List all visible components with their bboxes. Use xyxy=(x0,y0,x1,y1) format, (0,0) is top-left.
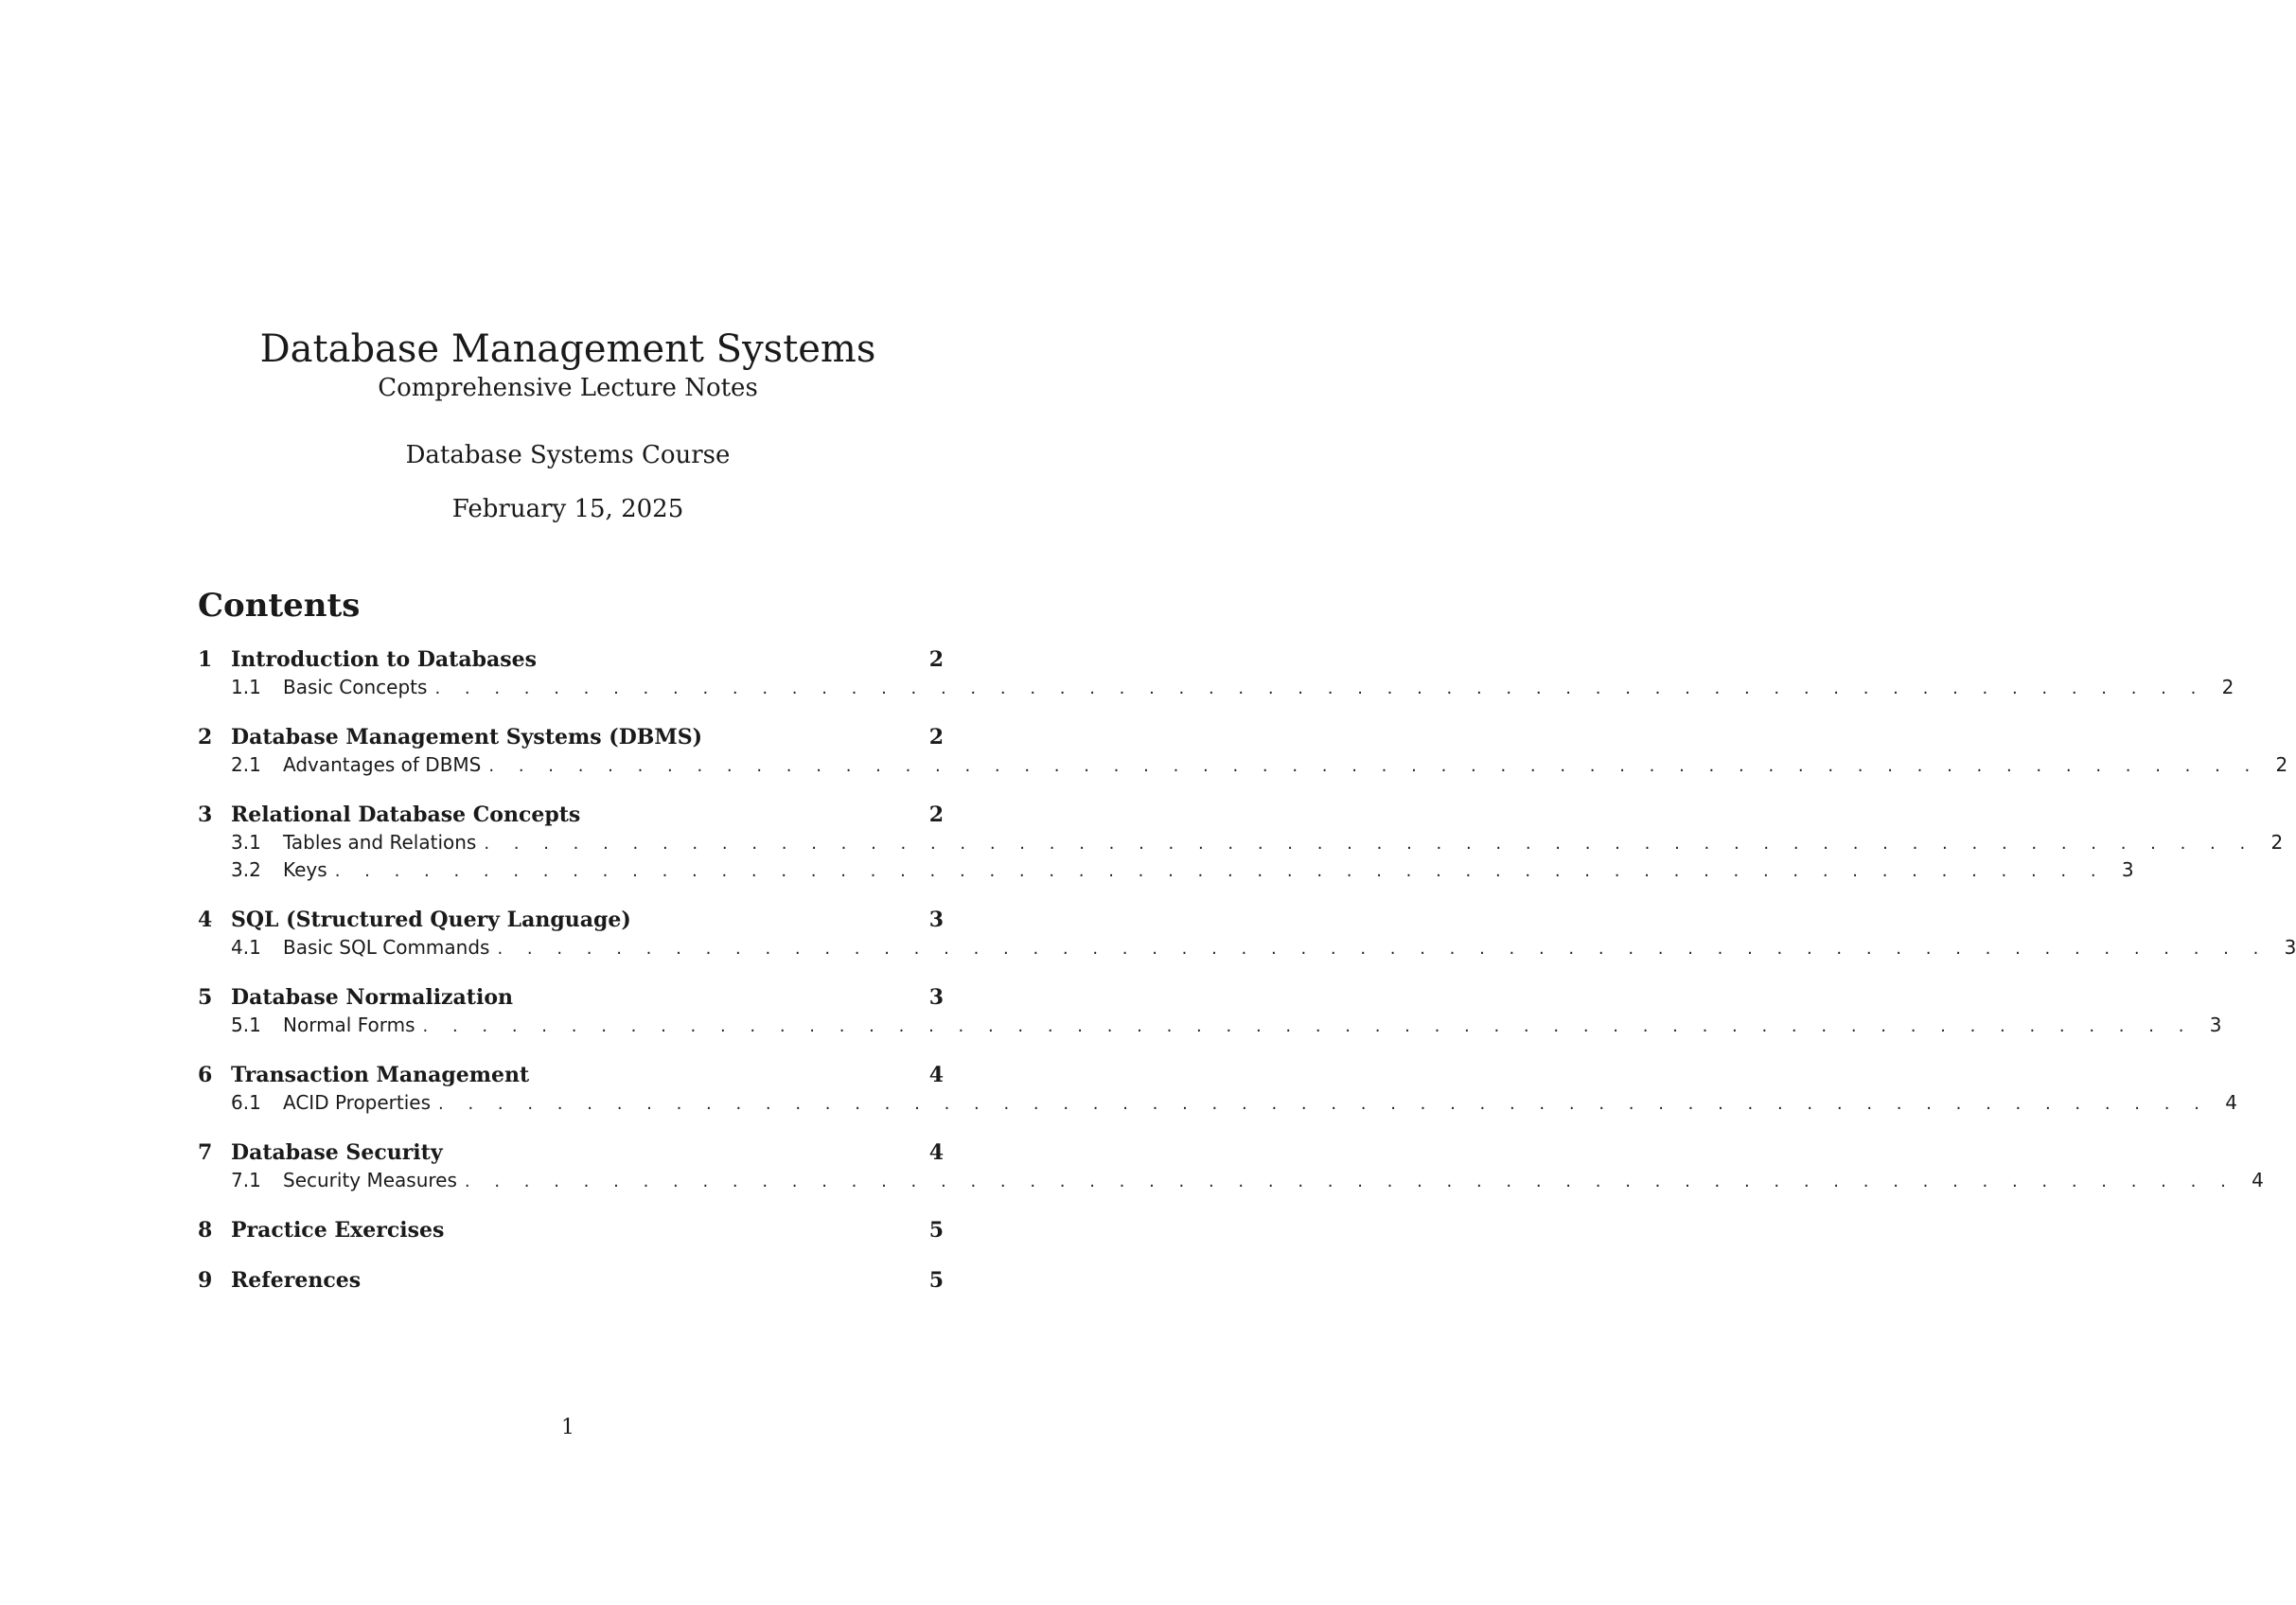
subsection-title: ACID Properties xyxy=(283,1091,432,1114)
section-title: Introduction to Databases xyxy=(231,647,537,672)
toc-subsection-entry[interactable] xyxy=(198,858,2134,886)
subsection-number: 6.1 xyxy=(231,1091,261,1114)
section-page-number: 3 xyxy=(928,985,944,1010)
subsection-title: Keys xyxy=(283,858,327,881)
section-page-number: 4 xyxy=(928,1140,944,1165)
subsection-number: 5.1 xyxy=(231,1014,261,1036)
toc-section xyxy=(198,908,2296,963)
toc-subsection-entry[interactable] xyxy=(198,936,2296,963)
page-number: 1 xyxy=(561,1416,574,1439)
section-page-number: 5 xyxy=(928,1268,944,1293)
section-page-number: 2 xyxy=(928,725,944,750)
subsection-page-number: 2 xyxy=(2275,753,2288,776)
section-number: 5 xyxy=(198,985,213,1010)
subsection-page-number: 3 xyxy=(2121,858,2134,881)
subsection-title: Advantages of DBMS xyxy=(283,753,482,776)
subsection-title: Normal Forms xyxy=(283,1014,415,1036)
toc-section xyxy=(198,802,2284,886)
dot-leader: . . . . . . . . . . . . . . . . . . . . . . . . . . . . . . . . . . . . . . . . . . . . . . . . . . . . . . . . . . . . xyxy=(422,1016,2194,1036)
subsection-title: Basic Concepts xyxy=(283,676,428,698)
dot-leader: . . . . . . . . . . . . . . . . . . . . . . . . . . . . . . . . . . . . . . . . . . . . . . . . . . . . . . . . . . . . xyxy=(488,756,2260,776)
toc-entries xyxy=(198,647,2296,1296)
section-page-number: 2 xyxy=(928,647,944,672)
section-page-number: 5 xyxy=(928,1218,944,1243)
section-title: Transaction Management xyxy=(231,1063,530,1087)
section-number: 8 xyxy=(198,1218,213,1243)
dot-leader: . . . . . . . . . . . . . . . . . . . . . . . . . . . . . . . . . . . . . . . . . . . . . . . . . . . . . . . . . . . . xyxy=(434,679,2206,698)
table-of-contents xyxy=(198,585,2296,1318)
dot-leader: . . . . . . . . . . . . . . . . . . . . . . . . . . . . . . . . . . . . . . . . . . . . . . . . . . . . . . . . . . . . xyxy=(464,1172,2235,1191)
toc-section xyxy=(198,1218,944,1246)
toc-section xyxy=(198,985,2222,1041)
toc-section-entry[interactable] xyxy=(198,985,944,1014)
toc-subsection-entry[interactable] xyxy=(198,831,2284,858)
toc-section-entry[interactable] xyxy=(198,725,944,753)
document-title: Database Management Systems xyxy=(259,327,876,371)
subsection-page-number: 3 xyxy=(2209,1014,2222,1036)
section-number: 6 xyxy=(198,1063,213,1087)
subsection-page-number: 2 xyxy=(2270,831,2284,854)
toc-section-entry[interactable] xyxy=(198,802,944,831)
toc-section xyxy=(198,1063,2237,1119)
subsection-number: 7.1 xyxy=(231,1169,261,1191)
subsection-title: Basic SQL Commands xyxy=(283,936,490,959)
document-subtitle: Comprehensive Lecture Notes xyxy=(378,374,758,402)
section-title: Database Normalization xyxy=(231,985,513,1010)
section-number: 4 xyxy=(198,908,213,932)
toc-section-entry[interactable] xyxy=(198,1063,944,1091)
subsection-number: 3.2 xyxy=(231,858,261,881)
dot-leader: . . . . . . . . . . . . . . . . . . . . . . . . . . . . . . . . . . . . . . . . . . . . . . . . . . . . . . . . . . . . xyxy=(484,834,2255,854)
toc-section xyxy=(198,725,2288,781)
subsection-title: Security Measures xyxy=(283,1169,457,1191)
subsection-page-number: 4 xyxy=(2252,1169,2264,1191)
section-title: References xyxy=(231,1268,362,1293)
dot-leader: . . . . . . . . . . . . . . . . . . . . . . . . . . . . . . . . . . . . . . . . . . . . . . . . . . . . . . . . . . . . xyxy=(438,1094,2209,1114)
subsection-number: 4.1 xyxy=(231,936,261,959)
subsection-title: Tables and Relations xyxy=(283,831,477,854)
toc-subsection-entry[interactable] xyxy=(198,1091,2237,1119)
toc-section-entry[interactable] xyxy=(198,647,944,676)
section-title: Practice Exercises xyxy=(231,1218,445,1243)
contents-heading: Contents xyxy=(198,587,361,625)
subsection-page-number: 4 xyxy=(2225,1091,2237,1114)
document-date: February 15, 2025 xyxy=(451,495,684,523)
toc-subsection-entry[interactable] xyxy=(198,676,2234,703)
subsection-number: 2.1 xyxy=(231,753,261,776)
toc-section xyxy=(198,1140,2264,1196)
section-page-number: 3 xyxy=(928,908,944,932)
toc-subsection-entry[interactable] xyxy=(198,1169,2264,1196)
section-title: SQL (Structured Query Language) xyxy=(231,908,631,932)
section-number: 9 xyxy=(198,1268,213,1293)
subsection-page-number: 3 xyxy=(2284,936,2296,959)
section-page-number: 4 xyxy=(928,1063,944,1087)
section-number: 2 xyxy=(198,725,213,750)
dot-leader: . . . . . . . . . . . . . . . . . . . . . . . . . . . . . . . . . . . . . . . . . . . . . . . . . . . . . . . . . . . . xyxy=(334,861,2106,881)
toc-section-entry[interactable] xyxy=(198,1218,944,1246)
document-author: Database Systems Course xyxy=(405,441,731,469)
subsection-page-number: 2 xyxy=(2221,676,2234,698)
subsection-number: 1.1 xyxy=(231,676,261,698)
toc-section-entry[interactable] xyxy=(198,1268,944,1296)
section-number: 1 xyxy=(198,647,213,672)
toc-subsection-entry[interactable] xyxy=(198,1014,2222,1041)
section-title: Database Management Systems (DBMS) xyxy=(231,725,703,750)
toc-section xyxy=(198,647,2234,703)
dot-leader: . . . . . . . . . . . . . . . . . . . . . . . . . . . . . . . . . . . . . . . . . . . . . . . . . . . . . . . . . . . . xyxy=(497,939,2269,959)
section-number: 3 xyxy=(198,802,213,827)
subsection-number: 3.1 xyxy=(231,831,261,854)
toc-section xyxy=(198,1268,944,1296)
toc-section-entry[interactable] xyxy=(198,1140,944,1169)
section-page-number: 2 xyxy=(928,802,944,827)
section-number: 7 xyxy=(198,1140,213,1165)
toc-subsection-entry[interactable] xyxy=(198,753,2288,781)
section-title: Relational Database Concepts xyxy=(231,802,581,827)
section-title: Database Security xyxy=(231,1140,443,1165)
toc-section-entry[interactable] xyxy=(198,908,944,936)
